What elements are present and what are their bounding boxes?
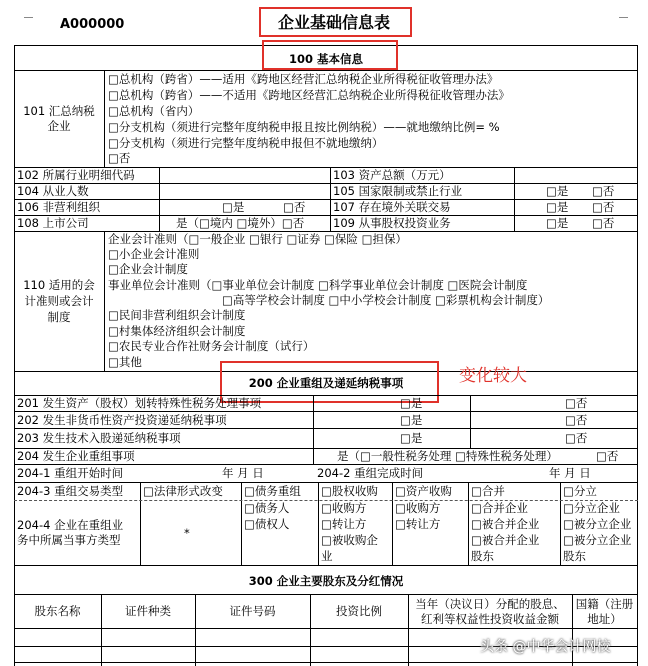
highlight-box-100 xyxy=(262,40,398,70)
type-merge[interactable]: □合并 xyxy=(471,484,505,498)
section-200-title: 200 企业重组及递延纳税事项 xyxy=(248,376,404,390)
row-109-no[interactable]: □否 xyxy=(592,216,615,230)
row-204-no[interactable]: □否 xyxy=(596,449,619,463)
row-2042-date[interactable]: 年 月 日 xyxy=(549,466,591,480)
option-101-6[interactable]: □否 xyxy=(108,151,131,165)
row-2044-star: * xyxy=(184,526,190,540)
role-equity-acquirer[interactable]: □收购方 xyxy=(321,501,367,515)
row-line xyxy=(14,662,638,663)
row-line xyxy=(14,482,638,483)
option-101-1[interactable]: □总机构（跨省）——适用《跨地区经营汇总纳税企业所得税征收管理办法》 xyxy=(108,72,499,86)
section-100-title: 100 基本信息 xyxy=(288,52,363,66)
row-202-no[interactable]: □否 xyxy=(565,413,588,427)
row-line xyxy=(14,199,638,200)
row-103-label: 103 资产总额（万元） xyxy=(333,168,451,182)
col-line xyxy=(140,482,141,565)
highlight-box-title xyxy=(259,7,412,37)
row-201-label: 201 发生资产（股权）划转特殊性税务处理事项 xyxy=(17,396,262,410)
row-line xyxy=(14,628,638,629)
row-203-no[interactable]: □否 xyxy=(565,431,588,445)
annotation-change: 变化较大 xyxy=(459,366,527,386)
corner-mark xyxy=(24,17,33,18)
row-204-options[interactable]: 是（□一般性税务处理 □特殊性税务处理） xyxy=(337,449,558,463)
row-109-label: 109 从事股权投资业务 xyxy=(333,216,451,230)
watermark: 头条 @中华会计网校 xyxy=(480,639,611,655)
row-105-label: 105 国家限制或禁止行业 xyxy=(333,184,463,198)
col-line xyxy=(241,482,242,565)
row-201-yes[interactable]: □是 xyxy=(400,396,423,410)
row-106-yes[interactable]: □是 xyxy=(222,200,245,214)
col-header-dividend-a: 当年（决议日）分配的股息、 xyxy=(415,597,565,611)
col-header-nationality-a: 国籍（注册 xyxy=(575,597,634,611)
row-110-label-c: 制度 xyxy=(47,310,71,324)
row-line xyxy=(14,565,638,566)
role-split-enterprise[interactable]: □分立企业 xyxy=(563,501,620,515)
col-line xyxy=(470,395,471,449)
role-split-shareholder-cont: 股东 xyxy=(563,549,586,563)
row-line xyxy=(14,215,638,216)
option-110-2[interactable]: □小企业会计准则 xyxy=(108,247,200,261)
row-line xyxy=(14,70,638,71)
row-106-label: 106 非营利组织 xyxy=(17,200,101,214)
type-asset[interactable]: □资产收购 xyxy=(395,484,452,498)
row-108-label: 108 上市公司 xyxy=(17,216,89,230)
col-header-id-number: 证件号码 xyxy=(229,604,276,618)
col-header-dividend-b: 红利等权益性投资收益金额 xyxy=(421,612,559,626)
row-110-label-a: 110 适用的会 xyxy=(23,278,95,292)
option-101-2[interactable]: □总机构（跨省）——不适用《跨地区经营汇总纳税企业所得税征收管理办法》 xyxy=(108,88,510,102)
row-2041-date[interactable]: 年 月 日 xyxy=(222,466,264,480)
form-title: 企业基础信息表 xyxy=(278,13,391,32)
role-equity-transferor[interactable]: □转让方 xyxy=(321,517,367,531)
role-split-shareholder[interactable]: □被分立企业 xyxy=(563,533,632,547)
row-line xyxy=(14,428,638,429)
option-110-3[interactable]: □企业会计制度 xyxy=(108,262,188,276)
role-creditor[interactable]: □债权人 xyxy=(244,517,290,531)
role-equity-target-cont: 业 xyxy=(321,549,333,563)
option-110-6[interactable]: □民间非营利组织会计制度 xyxy=(108,308,246,322)
option-101-5[interactable]: □分支机构（须进行完整年度纳税申报但不就地缴纳） xyxy=(108,136,384,150)
col-line xyxy=(318,482,319,565)
role-merged-enterprise[interactable]: □被合并企业 xyxy=(471,517,540,531)
col-line xyxy=(104,231,105,371)
type-debt[interactable]: □债务重组 xyxy=(244,484,301,498)
role-merged-shareholder-cont: 股东 xyxy=(471,549,494,563)
type-legal-form[interactable]: □法律形式改变 xyxy=(143,484,223,498)
option-101-3[interactable]: □总机构（省内） xyxy=(108,104,200,118)
role-asset-acquirer[interactable]: □收购方 xyxy=(395,501,441,515)
option-110-9[interactable]: □其他 xyxy=(108,355,142,369)
row-101-label-b: 企业 xyxy=(47,119,71,133)
type-equity[interactable]: □股权收购 xyxy=(321,484,378,498)
row-109-yes[interactable]: □是 xyxy=(546,216,569,230)
row-107-yes[interactable]: □是 xyxy=(546,200,569,214)
option-101-4[interactable]: □分支机构（须进行完整年度纳税申报且按比例纳税）——就地缴纳比例= % xyxy=(108,120,500,134)
role-merged-shareholder[interactable]: □被合并企业 xyxy=(471,533,540,547)
option-110-4[interactable]: 事业单位会计准则（□事业单位会计制度 □科学事业单位会计制度 □医院会计制度 xyxy=(108,278,528,292)
row-line xyxy=(14,411,638,412)
row-201-no[interactable]: □否 xyxy=(565,396,588,410)
role-asset-transferor[interactable]: □转让方 xyxy=(395,517,441,531)
table-border-right xyxy=(637,45,638,666)
col-line xyxy=(104,70,105,167)
row-105-yes[interactable]: □是 xyxy=(546,184,569,198)
row-204-label: 204 发生企业重组事项 xyxy=(17,449,135,463)
role-split-parent[interactable]: □被分立企业 xyxy=(563,517,632,531)
form-code: A000000 xyxy=(60,17,125,32)
row-107-no[interactable]: □否 xyxy=(592,200,615,214)
row-104-label: 104 从业人数 xyxy=(17,184,89,198)
section-300-title: 300 企业主要股东及分红情况 xyxy=(248,574,404,588)
row-108-options[interactable]: 是（□境内 □境外）□否 xyxy=(176,216,305,230)
col-header-nationality-b: 地址） xyxy=(587,612,622,626)
row-line xyxy=(14,464,638,465)
row-203-yes[interactable]: □是 xyxy=(400,431,423,445)
col-header-ratio: 投资比例 xyxy=(336,604,382,618)
col-line xyxy=(392,482,393,565)
role-equity-target[interactable]: □被收购企 xyxy=(321,533,378,547)
role-debtor[interactable]: □债务人 xyxy=(244,501,290,515)
col-line xyxy=(313,395,314,464)
role-merging-enterprise[interactable]: □合并企业 xyxy=(471,501,528,515)
row-2042-label: 204-2 重组完成时间 xyxy=(317,466,424,480)
option-110-8[interactable]: □农民专业合作社财务会计制度（试行） xyxy=(108,339,315,353)
col-line xyxy=(468,482,469,565)
row-105-no[interactable]: □否 xyxy=(592,184,615,198)
row-102-label: 102 所属行业明细代码 xyxy=(17,168,135,182)
row-202-yes[interactable]: □是 xyxy=(400,413,423,427)
corner-mark xyxy=(619,17,628,18)
row-2044-label-b: 务中所属当事方类型 xyxy=(17,533,121,547)
col-header-shareholder: 股东名称 xyxy=(34,604,81,618)
row-2041-label: 204-1 重组开始时间 xyxy=(17,466,124,480)
type-split[interactable]: □分立 xyxy=(563,484,597,498)
row-106-no[interactable]: □否 xyxy=(283,200,306,214)
col-header-id-type: 证件种类 xyxy=(125,604,171,618)
option-110-7[interactable]: □村集体经济组织会计制度 xyxy=(108,324,246,338)
row-2044-label-a: 204-4 企业在重组业 xyxy=(17,518,124,532)
option-110-1[interactable]: 企业会计准则（□一般企业 □银行 □证券 □保险 □担保） xyxy=(108,232,407,246)
row-203-label: 203 发生技术入股递延纳税事项 xyxy=(17,431,181,445)
row-line xyxy=(14,183,638,184)
row-2043-label: 204-3 重组交易类型 xyxy=(17,484,124,498)
row-202-label: 202 发生非货币性资产投资递延纳税事项 xyxy=(17,413,227,427)
option-110-5[interactable]: □高等学校会计制度 □中小学校会计制度 □彩票机构会计制度） xyxy=(222,293,550,307)
table-border-left xyxy=(14,45,15,666)
col-line xyxy=(560,482,561,565)
row-110-label-b: 计准则或会计 xyxy=(24,294,94,308)
row-107-label: 107 存在境外关联交易 xyxy=(333,200,451,214)
row-101-label-a: 101 汇总纳税 xyxy=(23,104,95,118)
row-line xyxy=(14,594,638,595)
